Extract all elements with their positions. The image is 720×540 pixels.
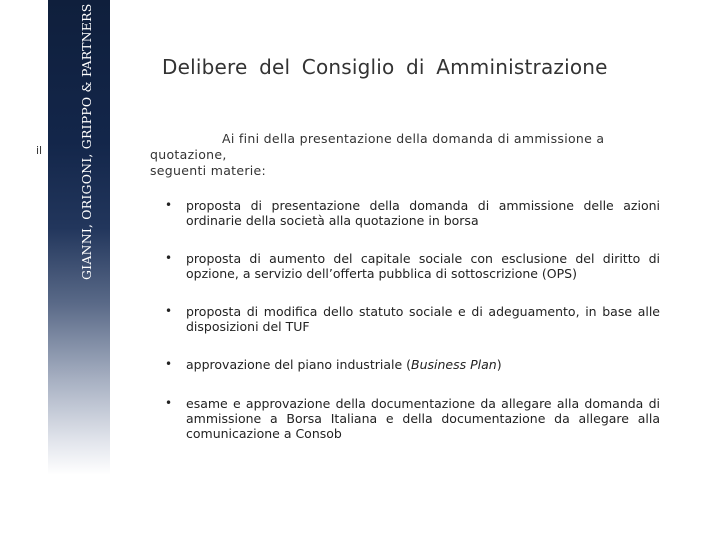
list-item <box>158 304 660 334</box>
list-item-emphasis: Business Plan <box>411 357 497 372</box>
bullet-icon: • <box>165 357 173 371</box>
intro-line-2: quotazione, <box>150 147 227 162</box>
bullet-icon: • <box>165 396 173 410</box>
bullet-icon: • <box>165 304 173 318</box>
stray-text-fragment: il <box>36 144 43 157</box>
agenda-list <box>158 198 660 441</box>
intro-paragraph <box>150 131 650 179</box>
list-item <box>158 396 660 441</box>
list-item-text: proposta di presentazione della domanda di ammissione delle azioni ordinarie della società alla quotazione in borsa <box>186 198 660 228</box>
list-item-text-prefix: approvazione del piano industriale ( <box>186 357 411 372</box>
list-item-text: proposta di modifica dello statuto sociale e di adeguamento, in base alle disposizioni del TUF <box>186 304 660 334</box>
list-item <box>158 198 660 228</box>
slide-title: Delibere del Consiglio di Amministrazione <box>162 55 608 79</box>
list-item-text: proposta di aumento del capitale sociale con esclusione del diritto di opzione, a servizio dell’offerta pubblica di sottoscrizione (OPS) <box>186 251 660 281</box>
bullet-icon: • <box>165 251 173 265</box>
list-item <box>158 357 660 372</box>
list-item-text-suffix: ) <box>496 357 502 372</box>
bullet-icon: • <box>165 198 173 212</box>
intro-line-3: seguenti materie: <box>150 163 267 178</box>
list-item-text: esame e approvazione della documentazione da allegare alla domanda di ammissione a Borsa Italiana e della documentazione da allegare alla comunicazione a Consob <box>186 396 660 441</box>
list-item <box>158 251 660 281</box>
intro-line-1: Ai fini della presentazione della domanda di ammissione a <box>222 131 605 146</box>
firm-logo-text: GIANNI, ORIGONI, GRIPPO & PARTNERS <box>79 3 94 280</box>
